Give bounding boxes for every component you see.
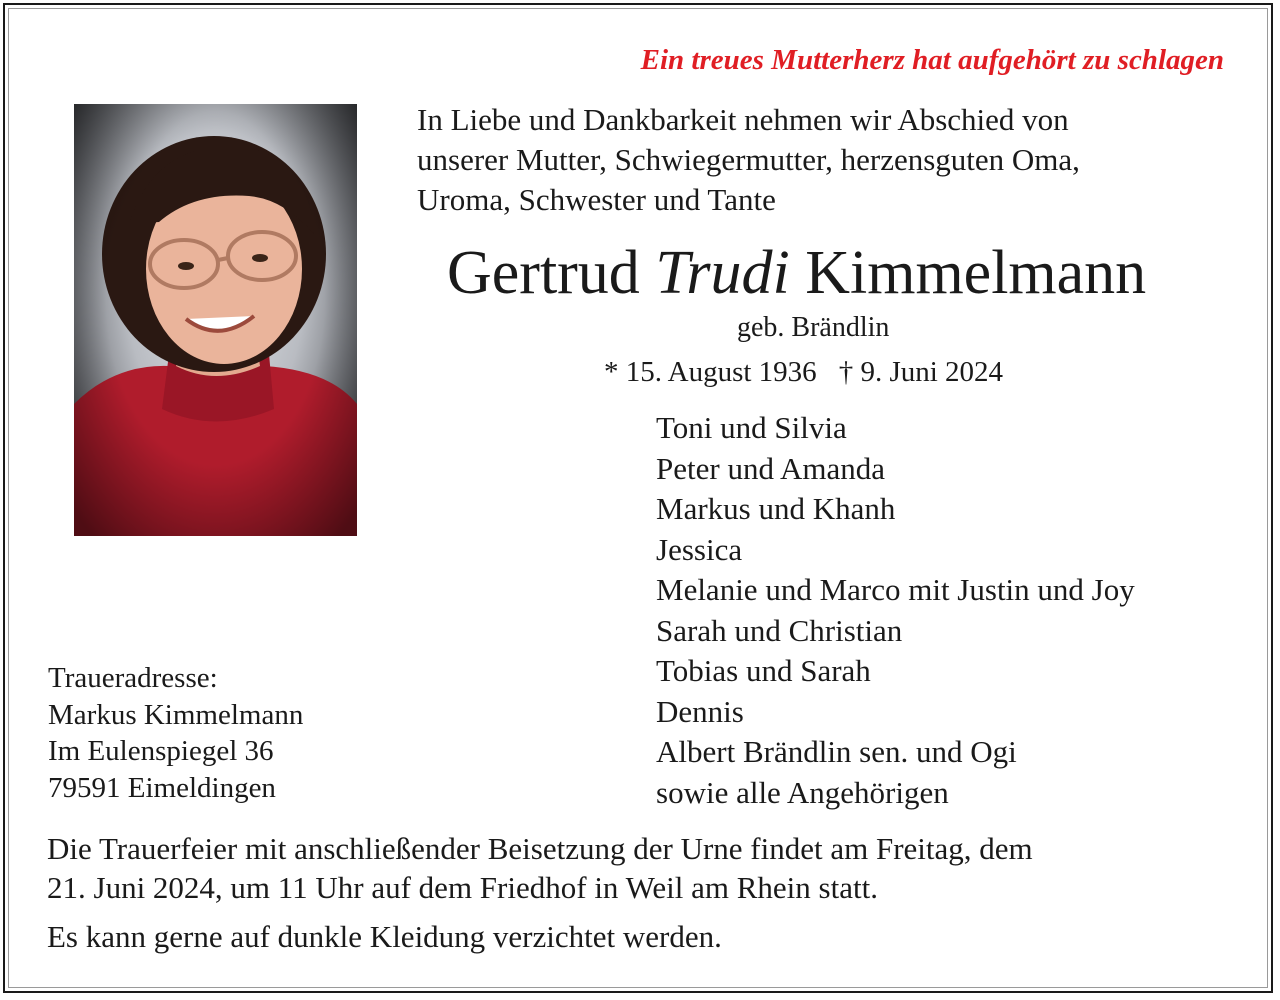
maiden-name: geb. Brändlin xyxy=(737,312,890,343)
mourner-line: Dennis xyxy=(656,693,744,729)
mourner-line: Peter und Amanda xyxy=(656,450,886,486)
mourner-line: Tobias und Sarah xyxy=(656,653,871,688)
portrait-photo xyxy=(74,104,357,536)
first-name: Gertrud xyxy=(447,239,640,307)
birth-date: * 15. August 1936 xyxy=(604,356,817,388)
mourner-line: Albert Brändlin sen. und Ogi xyxy=(656,734,1017,769)
intro-line: unserer Mutter, Schwiegermutter, herzensguten Oma, xyxy=(417,142,1080,177)
address-city: 79591 Eimeldingen xyxy=(48,771,276,804)
address-label: Traueradresse: xyxy=(48,662,218,694)
deceased-name xyxy=(447,236,1146,310)
address-street: Im Eulenspiegel 36 xyxy=(48,735,274,767)
mourners-list xyxy=(656,408,1135,813)
funeral-line: Die Trauerfeier mit anschließender Beisetzung der Urne findet am Freitag, dem xyxy=(47,831,1033,866)
mourner-line: Sarah und Christian xyxy=(656,612,903,648)
mourner-line: Toni und Silvia xyxy=(656,410,847,445)
address-name: Markus Kimmelmann xyxy=(48,698,304,731)
nickname: Trudi xyxy=(655,239,790,307)
intro-text xyxy=(417,100,1217,220)
life-dates xyxy=(604,356,1003,389)
portrait-illustration xyxy=(74,104,357,536)
funeral-line: 21. Juni 2024, um 11 Uhr auf dem Friedhof in Weil am Rhein statt. xyxy=(47,870,878,905)
mourner-line: Markus und Khanh xyxy=(656,491,896,526)
intro-line: Uroma, Schwester und Tante xyxy=(417,182,776,217)
death-date: † 9. Juni 2024 xyxy=(838,356,1004,388)
dress-note: Es kann gerne auf dunkle Kleidung verzichtet werden. xyxy=(47,919,722,954)
funeral-notice xyxy=(47,829,1033,907)
mourner-line: Melanie und Marco mit Justin und Joy xyxy=(656,572,1135,607)
mourning-address xyxy=(48,660,303,806)
mourner-line: sowie alle Angehörigen xyxy=(656,774,949,810)
headline: Ein treues Mutterherz hat aufgehört zu schlagen xyxy=(640,44,1224,76)
mourner-line: Jessica xyxy=(656,531,743,567)
intro-line: In Liebe und Dankbarkeit nehmen wir Abschied von xyxy=(417,102,1069,137)
last-name: Kimmelmann xyxy=(805,239,1147,307)
